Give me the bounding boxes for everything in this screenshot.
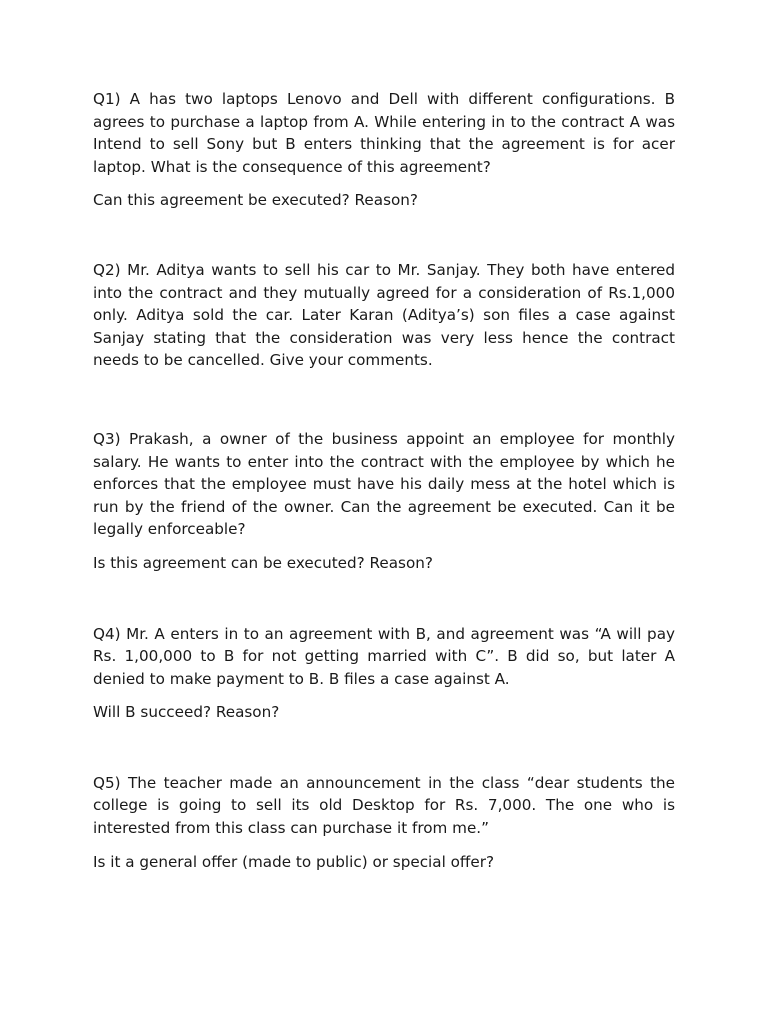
question-1-text: Q1) A has two laptops Lenovo and Dell with different configurations. B agrees to purchase a laptop from A. While entering in to the contract A was Intend to sell Sony but B enters thinking that the agreement is for acer laptop. What is the consequence of this agreement? [93, 90, 675, 176]
question-4-followup: Will B succeed? Reason? [93, 703, 280, 722]
question-5-text: Q5) The teacher made an announcement in the class “dear students the college is going to sell its old Desktop for Rs. 7,000. The one who is interested from this class can purchase it from me.” [93, 773, 675, 838]
question-block-5 [93, 772, 675, 873]
question-2-text: Q2) Mr. Aditya wants to sell his car to Mr. Sanjay. They both have entered into the contract and they mutually agreed for a consideration of Rs.1,000 only. Aditya sold the car. Later Karan (Aditya’s) son files a case against Sanjay stating that the consideration was very less hence the contract needs to be cancelled. Give your comments. [93, 260, 675, 370]
question-3-text: Q3) Prakash, a owner of the business appoint an employee for monthly salary. He wants to enter into the contract with the employee by which he enforces that the employee must have his daily mess at the hotel which is run by the friend of the owner. Can the agreement be executed. Can it be legally enforceable? [93, 429, 675, 539]
question-5-followup: Is it a general offer (made to public) or special offer? [93, 852, 495, 871]
question-1-followup: Can this agreement be executed? Reason? [93, 191, 418, 210]
question-3-followup: Is this agreement can be executed? Reason? [93, 553, 433, 572]
question-block-2 [93, 259, 675, 372]
question-4-text: Q4) Mr. A enters in to an agreement with B, and agreement was “A will pay Rs. 1,00,000 to B for not getting married with C”. B did so, but later A denied to make payment to B. B files a case against A. [93, 624, 675, 688]
question-block-1 [93, 88, 675, 212]
document-page [93, 88, 675, 873]
question-block-3 [93, 428, 675, 575]
question-block-4 [93, 623, 675, 724]
